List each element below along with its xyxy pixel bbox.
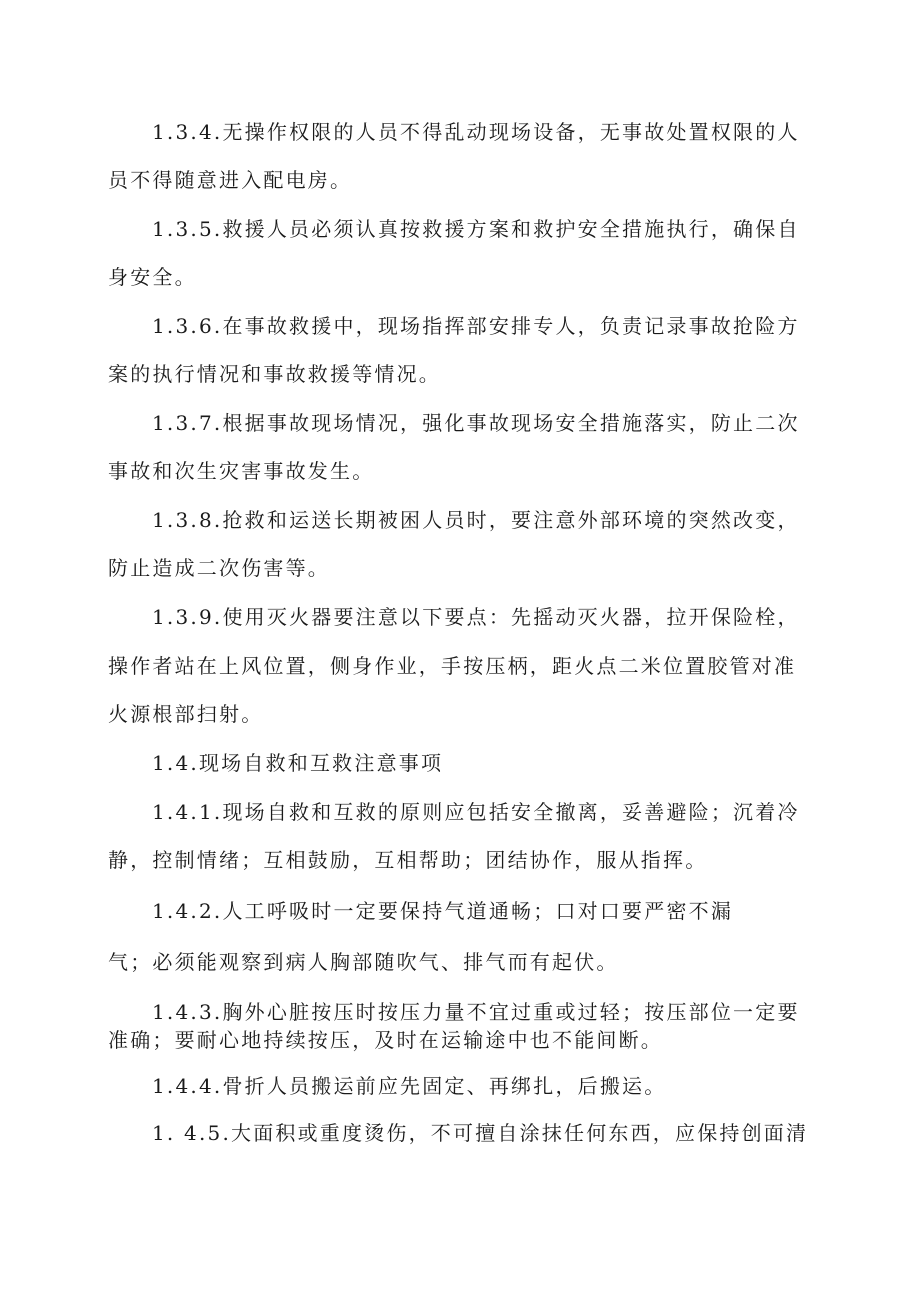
paragraph-1-3-5-line-2: 身安全。 (108, 265, 197, 289)
paragraph-1-4-1-line-1: 1.4.1.现场自救和互救的原则应包括安全撤离，妥善避险；沉着冷 (152, 800, 800, 824)
paragraph-1-3-6-line-2: 案的执行情况和事故救援等情况。 (108, 362, 441, 386)
paragraph-1-4-5-line-1: 1. 4.5.大面积或重度烫伤，不可擅自涂抹任何东西，应保持创面清 (152, 1121, 809, 1145)
paragraph-1-3-7-line-2: 事故和次生灾害事故发生。 (108, 459, 375, 483)
paragraph-1-4-2-line-2: 气；必须能观察到病人胸部随吹气、排气而有起伏。 (108, 950, 619, 974)
paragraph-1-3-8-line-1: 1.3.8.抢救和运送长期被困人员时，要注意外部环境的突然改变， (152, 508, 800, 532)
paragraph-1-3-9-line-3: 火源根部扫射。 (108, 702, 264, 726)
paragraph-1-3-9-line-2: 操作者站在上风位置，侧身作业，手按压柄，距火点二米位置胶管对准 (108, 654, 797, 678)
paragraph-1-4-2-line-1: 1.4.2.人工呼吸时一定要保持气道通畅；口对口要严密不漏 (152, 899, 734, 923)
paragraph-1-3-7-line-1: 1.3.7.根据事故现场情况，强化事故现场安全措施落实，防止二次 (152, 411, 800, 435)
paragraph-1-3-8-line-2: 防止造成二次伤害等。 (108, 556, 330, 580)
paragraph-1-3-6-line-1: 1.3.6.在事故救援中，现场指挥部安排专人，负责记录事故抢险方 (152, 314, 800, 338)
paragraph-1-4-3-line-1: 1.4.3.胸外心脏按压时按压力量不宜过重或过轻；按压部位一定要 (152, 1000, 800, 1024)
section-heading-1-4: 1.4.现场自救和互救注意事项 (152, 751, 444, 775)
paragraph-1-4-4-line-1: 1.4.4.骨折人员搬运前应先固定、再绑扎，后搬运。 (152, 1074, 667, 1098)
paragraph-1-4-1-line-2: 静，控制情绪；互相鼓励，互相帮助；团结协作，服从指挥。 (108, 848, 708, 872)
paragraph-1-3-5-line-1: 1.3.5.救援人员必须认真按救援方案和救护安全措施执行，确保自 (152, 217, 800, 241)
paragraph-1-4-3-line-2: 准确；要耐心地持续按压，及时在运输途中也不能间断。 (108, 1028, 663, 1052)
paragraph-1-3-9-line-1: 1.3.9.使用灭火器要注意以下要点：先摇动灭火器，拉开保险栓， (152, 605, 800, 629)
paragraph-1-3-4-line-2: 员不得随意进入配电房。 (108, 168, 353, 192)
paragraph-1-3-4-line-1: 1.3.4.无操作权限的人员不得乱动现场设备，无事故处置权限的人 (152, 120, 800, 144)
